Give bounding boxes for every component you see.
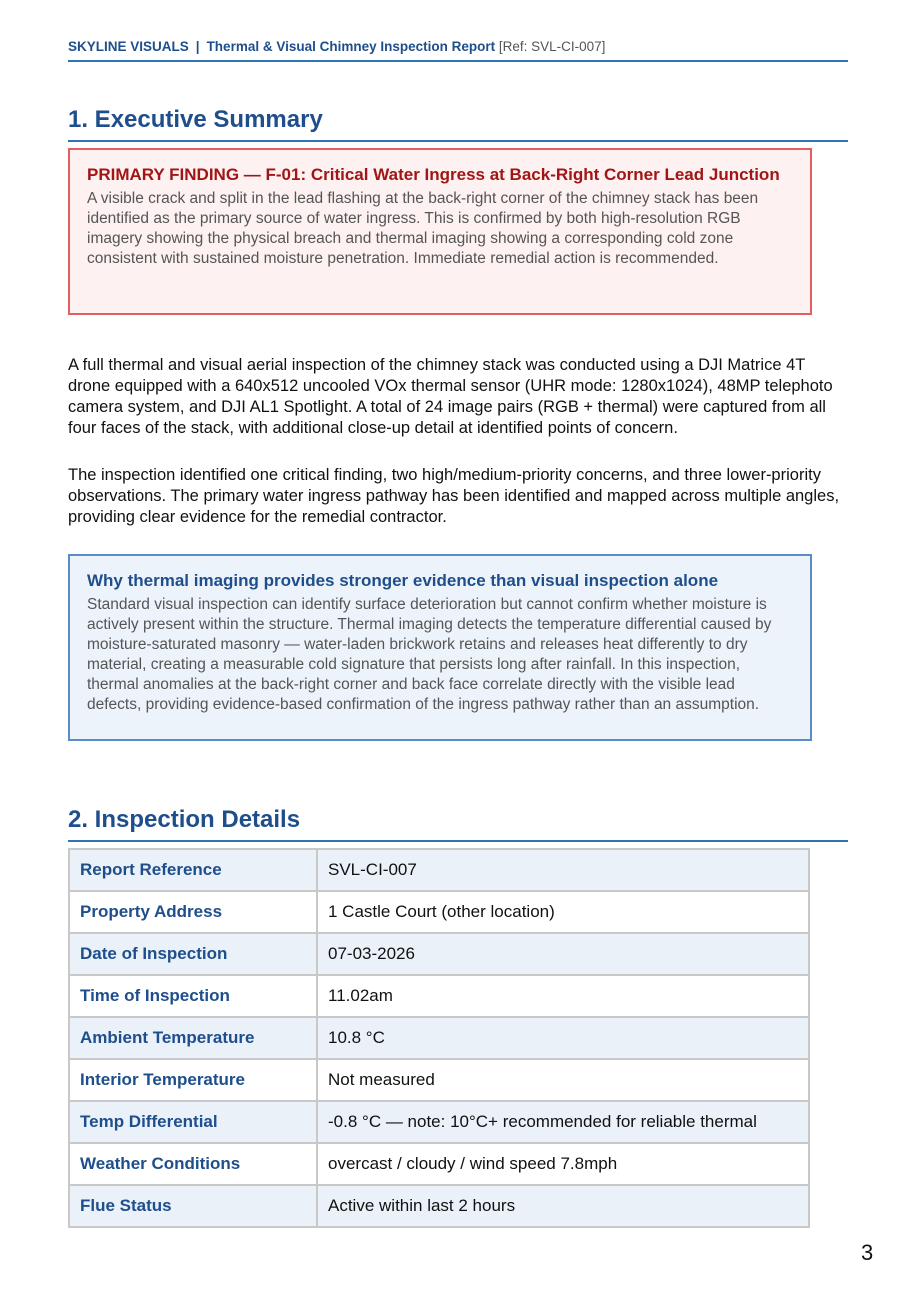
page-number: 3 — [861, 1240, 874, 1265]
table-row — [69, 891, 809, 933]
table-row — [69, 1101, 809, 1143]
row-value: 1 Castle Court (other location) — [317, 891, 809, 933]
thermal-evidence-callout — [68, 554, 812, 741]
row-label: Weather Conditions — [69, 1143, 317, 1185]
thermal-evidence-title: Why thermal imaging provides stronger evidence than visual inspection alone — [87, 571, 719, 590]
table-row — [69, 975, 809, 1017]
running-header — [68, 39, 848, 62]
row-value: 10.8 °C — [317, 1017, 809, 1059]
table-row — [69, 1017, 809, 1059]
primary-finding-callout — [68, 148, 812, 315]
summary-paragraph: The inspection identified one critical finding, two high/medium-priority concerns, and three lower-priority observations. The primary water ingress pathway has been identified and mapped across multiple angles, providing clear evidence for the remedial contractor. — [68, 466, 840, 526]
row-label: Ambient Temperature — [69, 1017, 317, 1059]
primary-finding-text: A visible crack and split in the lead flashing at the back-right corner of the chimney stack has been identified as the primary source of water ingress. This is confirmed by both high-resolution RGB imagery showing the physical breach and thermal imaging showing a corresponding cold zone consistent with sustained moisture penetration. Immediate remedial action is recommended. — [87, 190, 759, 267]
row-value: -0.8 °C — note: 10°C+ recommended for reliable thermal — [317, 1101, 809, 1143]
report-title: Thermal & Visual Chimney Inspection Report — [206, 39, 496, 54]
report-ref: [Ref: SVL-CI-007] — [498, 39, 606, 54]
row-label: Flue Status — [69, 1185, 317, 1227]
row-label: Date of Inspection — [69, 933, 317, 975]
table-row — [69, 1059, 809, 1101]
row-label: Interior Temperature — [69, 1059, 317, 1101]
table-row — [69, 1185, 809, 1227]
section-heading-executive-summary: 1. Executive Summary — [68, 106, 848, 142]
row-value: 07-03-2026 — [317, 933, 809, 975]
row-value: 11.02am — [317, 975, 809, 1017]
inspection-details-table — [68, 848, 810, 1228]
company-name: SKYLINE VISUALS — [68, 39, 189, 54]
row-label: Report Reference — [69, 849, 317, 891]
row-value: Not measured — [317, 1059, 809, 1101]
row-value: SVL-CI-007 — [317, 849, 809, 891]
thermal-evidence-text: Standard visual inspection can identify surface deterioration but cannot confirm whether moisture is actively present within the structure. Thermal imaging detects the temperature differential caused by moisture-saturated masonry — water-laden brickwork retains and releases heat differently to dry material, creating a measurable cold signature that persists long after rainfall. In this inspection, thermal anomalies at the back-right corner and back face correlate directly with the visible lead defects, providing evidence-based confirmation of the ingress pathway rather than an assumption. — [87, 596, 772, 713]
row-label: Property Address — [69, 891, 317, 933]
table-row — [69, 933, 809, 975]
primary-finding-title: PRIMARY FINDING — F-01: Critical Water Ingress at Back-Right Corner Lead Junction — [87, 165, 780, 184]
row-label: Time of Inspection — [69, 975, 317, 1017]
table-row — [69, 849, 809, 891]
row-label: Temp Differential — [69, 1101, 317, 1143]
table-row — [69, 1143, 809, 1185]
section-heading-inspection-details: 2. Inspection Details — [68, 806, 848, 842]
header-separator: | — [195, 39, 200, 54]
row-value: Active within last 2 hours — [317, 1185, 809, 1227]
row-value: overcast / cloudy / wind speed 7.8mph — [317, 1143, 809, 1185]
summary-paragraph: A full thermal and visual aerial inspection of the chimney stack was conducted using a DJI Matrice 4T drone equipped with a 640x512 uncooled VOx thermal sensor (UHR mode: 1280x1024), 48MP telephoto camera system, and DJI AL1 Spotlight. A total of 24 image pairs (RGB + thermal) were captured from all four faces of the stack, with additional close-up detail at identified points of concern. — [68, 356, 833, 437]
